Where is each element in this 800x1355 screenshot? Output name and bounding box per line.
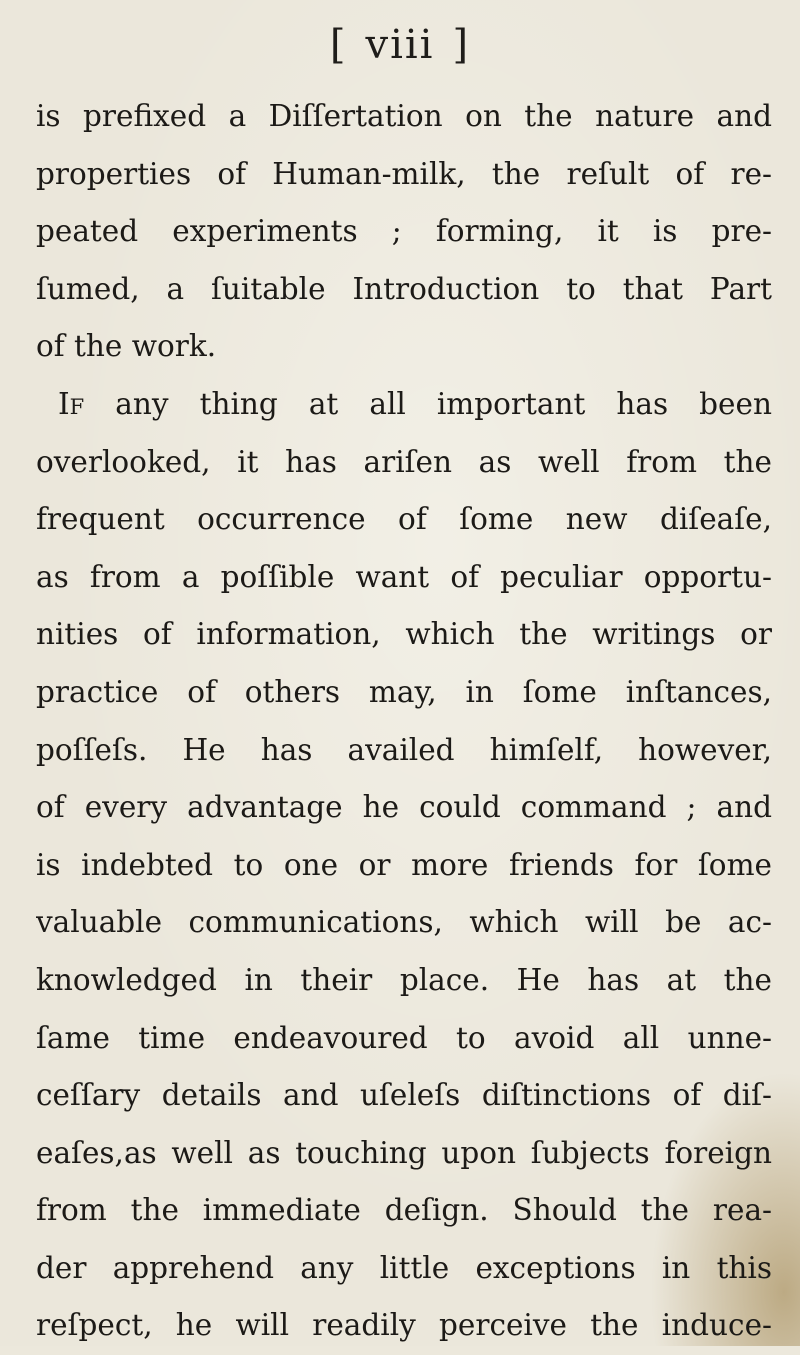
header-close-bracket: ]: [452, 22, 471, 68]
text-line: peated experiments ; forming, it is pre-: [36, 214, 772, 249]
text-line: ſame time endeavoured to avoid all unne-: [36, 1020, 772, 1055]
text-line: valuable communications, which will be ac-: [36, 905, 772, 940]
text-line: poſſeſs. He has availed himſelf, however,: [36, 732, 772, 767]
text-line: of every advantage he could command ; and: [36, 790, 772, 825]
text-line: from the immediate deſign. Should the rea-: [36, 1193, 772, 1228]
text-line: eaſes,as well as touching upon ſubjects foreign: [36, 1135, 772, 1170]
header-open-bracket: [: [329, 22, 348, 68]
text-line: any thing at all important has been: [115, 386, 772, 421]
text-line: der apprehend any little exceptions in this: [36, 1250, 772, 1285]
text-line: nities of information, which the writings or: [36, 617, 772, 652]
text-line: overlooked, it has ariſen as well from the: [36, 444, 772, 479]
text-line: frequent occurrence of ſome new diſeaſe,: [36, 502, 772, 537]
text-line: ſumed, a ſuitable Introduction to that Part: [36, 271, 772, 306]
text-line: reſpect, he will readily perceive the induce-: [36, 1308, 772, 1343]
text-line: as from a poſſible want of peculiar opportu-: [36, 559, 772, 594]
paragraph-lead-word: If: [58, 386, 85, 421]
text-line: of the work.: [36, 329, 217, 364]
page-number: viii: [365, 22, 435, 68]
paragraph-first-line: [36, 376, 772, 434]
page-header: [0, 22, 800, 68]
text-line: is indebted to one or more friends for ſome: [36, 847, 772, 882]
text-line: is prefixed a Diſſertation on the nature and: [36, 99, 772, 133]
text-line: practice of others may, in ſome inſtances,: [36, 674, 772, 709]
text-line: properties of Human-milk, the reſult of re-: [36, 156, 772, 191]
text-line: knowledged in their place. He has at the: [36, 962, 772, 997]
body-text: [36, 88, 772, 1355]
text-line: ceſſary details and uſeleſs diſtinctions of diſ-: [36, 1078, 772, 1113]
